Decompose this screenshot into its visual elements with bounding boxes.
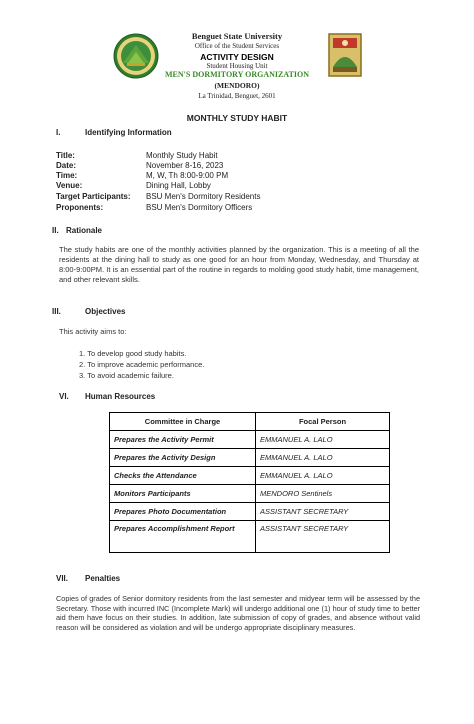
focal-person-cell: EMMANUEL A. LALO <box>256 467 390 485</box>
focal-person-cell: EMMANUEL A. LALO <box>256 431 390 449</box>
objective-item: 3. To avoid academic failure. <box>79 371 174 380</box>
info-label-title: Title: <box>56 151 75 160</box>
focal-person-cell: MENDORO Sentinels <box>256 485 390 503</box>
section-title-human-resources: Human Resources <box>85 392 156 401</box>
table-row <box>110 431 390 449</box>
focal-person-cell: ASSISTANT SECRETARY <box>256 521 390 553</box>
focal-person-cell: EMMANUEL A. LALO <box>256 449 390 467</box>
info-value-target-participants: BSU Men's Dormitory Residents <box>146 192 261 201</box>
focal-person-cell: ASSISTANT SECRETARY <box>256 503 390 521</box>
penalties-paragraph: Copies of grades of Senior dormitory residents from the last semester and midyear term will be assessed by the Secretary. Those with incurred INC (Incomplete Mark) will undergo additional one (1) hour of study time to better aid them have focus on their studies. In addition, late submission of copy of grades, and absence without valid reason will be considered as violation and will be undergo appropriate disciplinary measures. <box>56 594 420 632</box>
table-row <box>110 485 390 503</box>
info-label-time: Time: <box>56 171 78 180</box>
table-header-row <box>110 413 390 431</box>
info-label-target-participants: Target Participants: <box>56 192 131 201</box>
committee-cell: Prepares Photo Documentation <box>110 503 256 521</box>
office-name: Office of the Student Services <box>194 42 280 50</box>
document-type: ACTIVITY DESIGN <box>200 52 274 62</box>
table-header-focal-person: Focal Person <box>256 413 390 431</box>
section-title-objectives: Objectives <box>85 307 126 316</box>
objectives-intro: This activity aims to: <box>59 327 127 336</box>
info-label-proponents: Proponents: <box>56 203 104 212</box>
committee-cell: Prepares Accomplishment Report <box>110 521 256 553</box>
section-title-identifying: Identifying Information <box>85 128 172 137</box>
section-number-penalties: VII. <box>56 574 69 583</box>
info-value-title: Monthly Study Habit <box>146 151 218 160</box>
organization-address: La Trinidad, Benguet, 2601 <box>198 92 276 100</box>
info-value-time: M, W, Th 8:00-9:00 PM <box>146 171 229 180</box>
organization-name: MEN'S DORMITORY ORGANIZATION <box>164 70 310 79</box>
table-row <box>110 467 390 485</box>
section-number-identifying: I. <box>56 128 61 137</box>
objective-item: 1. To develop good study habits. <box>79 349 187 358</box>
table-row <box>110 449 390 467</box>
section-number-objectives: III. <box>52 307 61 316</box>
table-row <box>110 503 390 521</box>
committee-cell: Monitors Participants <box>110 485 256 503</box>
committee-cell: Checks the Attendance <box>110 467 256 485</box>
table-row <box>110 521 390 553</box>
section-number-rationale: II. <box>52 226 59 235</box>
info-label-date: Date: <box>56 161 77 170</box>
section-title-penalties: Penalties <box>85 574 121 583</box>
info-value-venue: Dining Hall, Lobby <box>146 181 211 190</box>
committee-cell: Prepares the Activity Design <box>110 449 256 467</box>
section-title-rationale: Rationale <box>66 226 103 235</box>
info-label-venue: Venue: <box>56 181 83 190</box>
human-resources-table <box>109 412 390 553</box>
university-name: Benguet State University <box>191 31 283 41</box>
section-number-human-resources: VI. <box>59 392 69 401</box>
info-value-proponents: BSU Men's Dormitory Officers <box>146 203 253 212</box>
unit-name: Student Housing Unit <box>206 62 268 70</box>
organization-abbreviation: (MENDORO) <box>214 81 260 90</box>
objective-item: 2. To improve academic performance. <box>79 360 205 369</box>
table-header-committee: Committee in Charge <box>110 413 256 431</box>
document-title: MONTHLY STUDY HABIT <box>186 113 288 123</box>
committee-cell: Prepares the Activity Permit <box>110 431 256 449</box>
info-value-date: November 8-16, 2023 <box>146 161 224 170</box>
rationale-paragraph: The study habits are one of the monthly activities planned by the organization. This is a meeting of all the residents at the dining hall to study as one good for an hour from Monday, Wednesday, and Thursday at 8:00-9:00PM. It is an essential part of the routine in regards to molding good study habit, time management, and other relevant skills. <box>59 245 419 284</box>
